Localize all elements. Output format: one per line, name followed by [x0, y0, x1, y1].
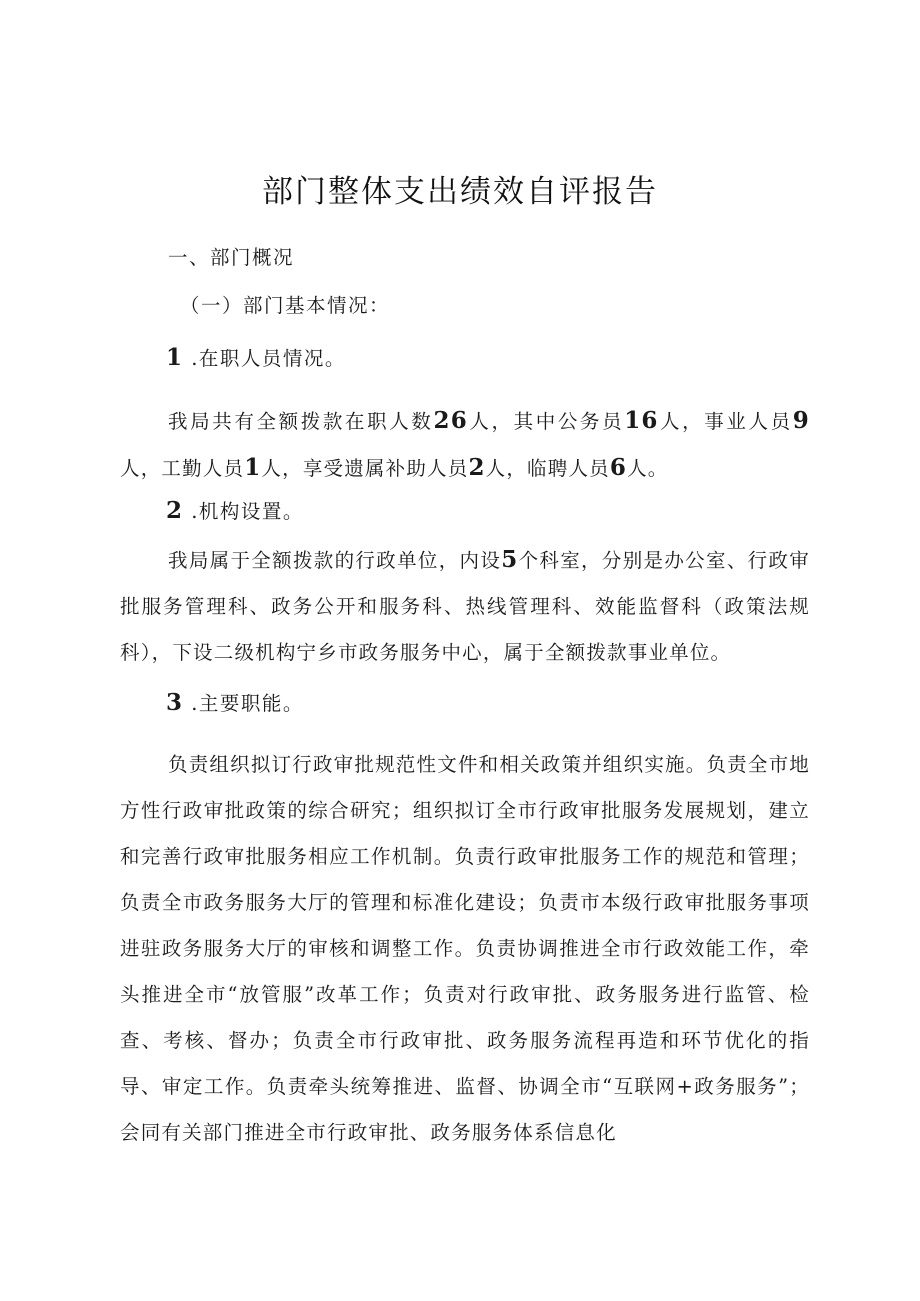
item-heading-1 [166, 343, 346, 374]
item-number: 2 [166, 497, 184, 524]
item-number: 3 [166, 689, 184, 716]
paragraph-organization: 我局属于全额拨款的行政单位，内设5个科室，分别是办公室、行政审批服务管理科、政务公开和服务科、热线管理科、效能监督科（政策法规科），下设二级机构宁乡市政务服务中心，属于全额拨款事业单位。 [120, 546, 810, 664]
item-heading-3 [166, 688, 304, 719]
item-heading-text: .机构设置。 [191, 500, 304, 523]
item-number: 1 [166, 344, 184, 371]
document-title: 部门整体支出绩效自评报告 [262, 174, 658, 210]
paragraph-staff: 我局共有全额拨款在职人数26人，其中公务员16人，事业人员9人，工勤人员1人，享受遗属补助人员2人，临聘人员6人。 [120, 407, 811, 481]
item-heading-2 [166, 496, 304, 527]
item-heading-text: .在职人员情况。 [191, 347, 346, 370]
item-heading-text: .主要职能。 [191, 692, 304, 715]
section-heading-1: 一、部门概况 [168, 246, 295, 269]
subsection-heading-1: （一）部门基本情况： [180, 294, 391, 317]
paragraph-functions: 负责组织拟订行政审批规范性文件和相关政策并组织实施。负责全市地方性行政审批政策的综合研究；组织拟订全市行政审批服务发展规划，建立和完善行政审批服务相应工作机制。负责行政审批服务工作的规范和管理；负责全市政务服务大厅的管理和标准化建设；负责市本级行政审批服务事项进驻政务服务大厅的审核和调整工作。负责协调推进全市行政效能工作，牵头推进全市“放管服”改革工作；负责对行政审批、政务服务进行监管、检查、考核、督办；负责全市行政审批、政务服务流程再造和环节优化的指导、审定工作。负责牵头统筹推进、监督、协调全市“互联网+政务服务”；会同有关部门推进全市行政审批、政务服务体系信息化 [120, 753, 810, 1144]
